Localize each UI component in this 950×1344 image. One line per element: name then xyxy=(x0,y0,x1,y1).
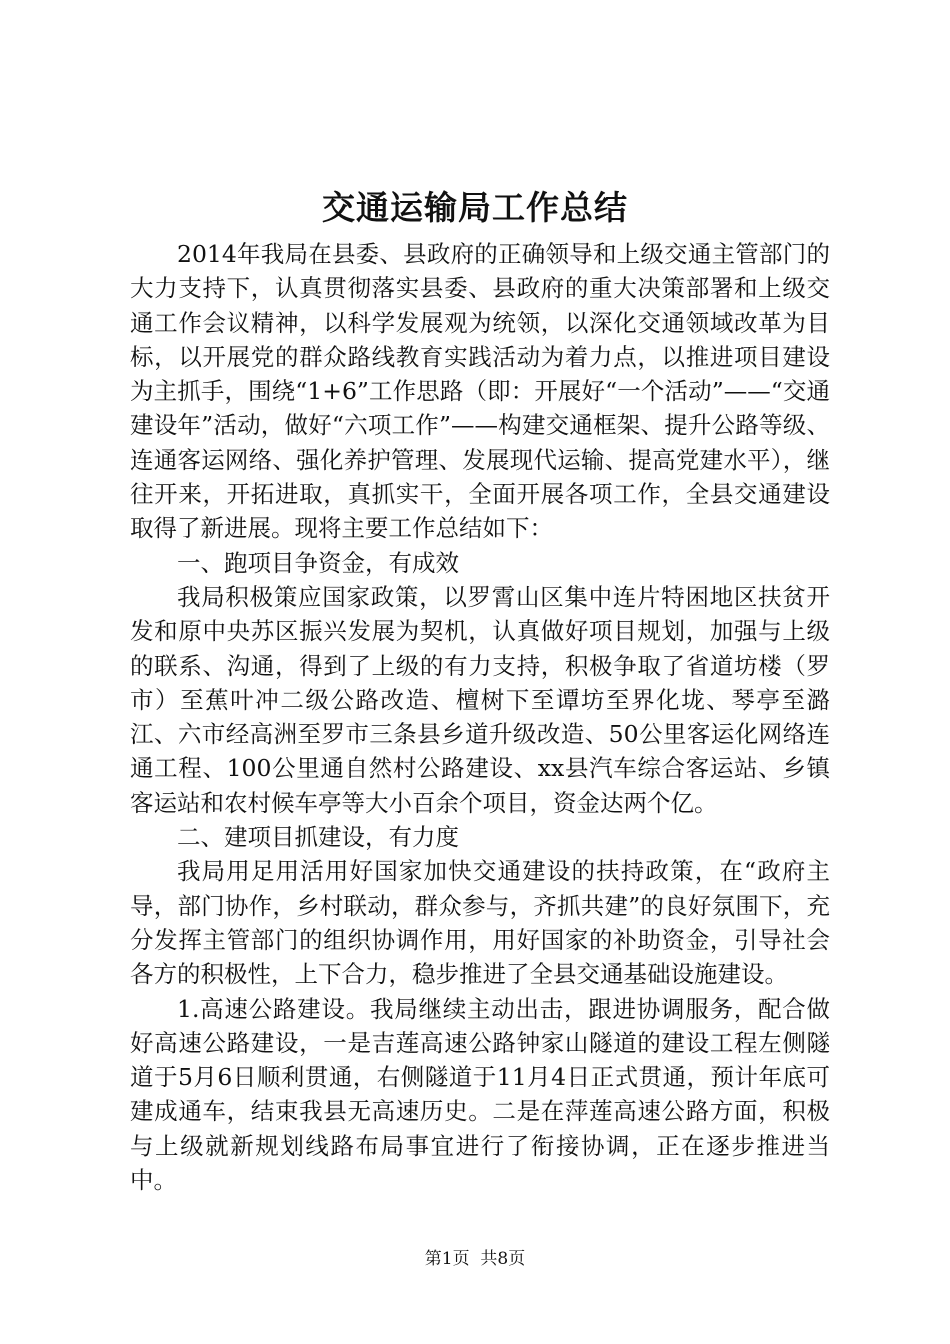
section-heading-2: 二、建项目抓建设，有力度 xyxy=(177,823,459,852)
section-paragraph-1: 我局积极策应国家政策，以罗霄山区集中连片特困地区扶贫开发和原中央苏区振兴发展为契机，认真做好项目规划，加强与上级的联系、沟通，得到了上级的有力支持，积极争取了省道坊楼（罗市）至蕉叶冲二级公路改造、檀树下至谭坊至界化垅、琴亭至潞江、六市经高洲至罗市三条县乡道升级改造、50公里客运化网络连通工程、100公里通自然村公路建设、xx县汽车综合客运站、乡镇客运站和农村候车亭等大小百余个项目，资金达两个亿。 xyxy=(130,582,830,817)
intro-paragraph: 2014年我局在县委、县政府的正确领导和上级交通主管部门的大力支持下，认真贯彻落实县委、县政府的重大决策部署和上级交通工作会议精神，以科学发展观为统领，以深化交通领域改革为目标，以开展党的群众路线教育实践活动为着力点，以推进项目建设为主抓手，围绕“1+6”工作思路（即：开展好“一个活动”——“交通建设年”活动，做好“六项工作”——构建交通框架、提升公路等级、连通客运网络、强化养护管理、发展现代运输、提高党建水平），继往开来，开拓进取，真抓实干，全面开展各项工作，全县交通建设取得了新进展。现将主要工作总结如下： xyxy=(130,240,830,543)
document-title: 交通运输局工作总结 xyxy=(322,188,628,227)
page-total: 共8页 xyxy=(480,1249,526,1269)
document-body xyxy=(130,237,830,1197)
subsection-paragraph-highway: 1.高速公路建设。我局继续主动出击，跟进协调服务，配合做好高速公路建设，一是吉莲高速公路钟家山隧道的建设工程左侧隧道于5月6日顺利贯通，右侧隧道于11月4日正式贯通，预计年底可建成通车，结束我县无高速历史。二是在萍莲高速公路方面，积极与上级就新规划线路布局事宜进行了衔接协调，正在逐步推进当中。 xyxy=(130,994,830,1195)
section-heading-1: 一、跑项目争资金，有成效 xyxy=(177,548,459,577)
page-number: 第1页 xyxy=(424,1249,470,1269)
section-paragraph-2: 我局用足用活用好国家加快交通建设的扶持政策，在“政府主导，部门协作，乡村联动，群众参与，齐抓共建”的良好氛围下，充分发挥主管部门的组织协调作用，用好国家的补助资金，引导社会各方的积极性，上下合力，稳步推进了全县交通基础设施建设。 xyxy=(130,857,830,989)
page-footer xyxy=(0,1248,950,1270)
